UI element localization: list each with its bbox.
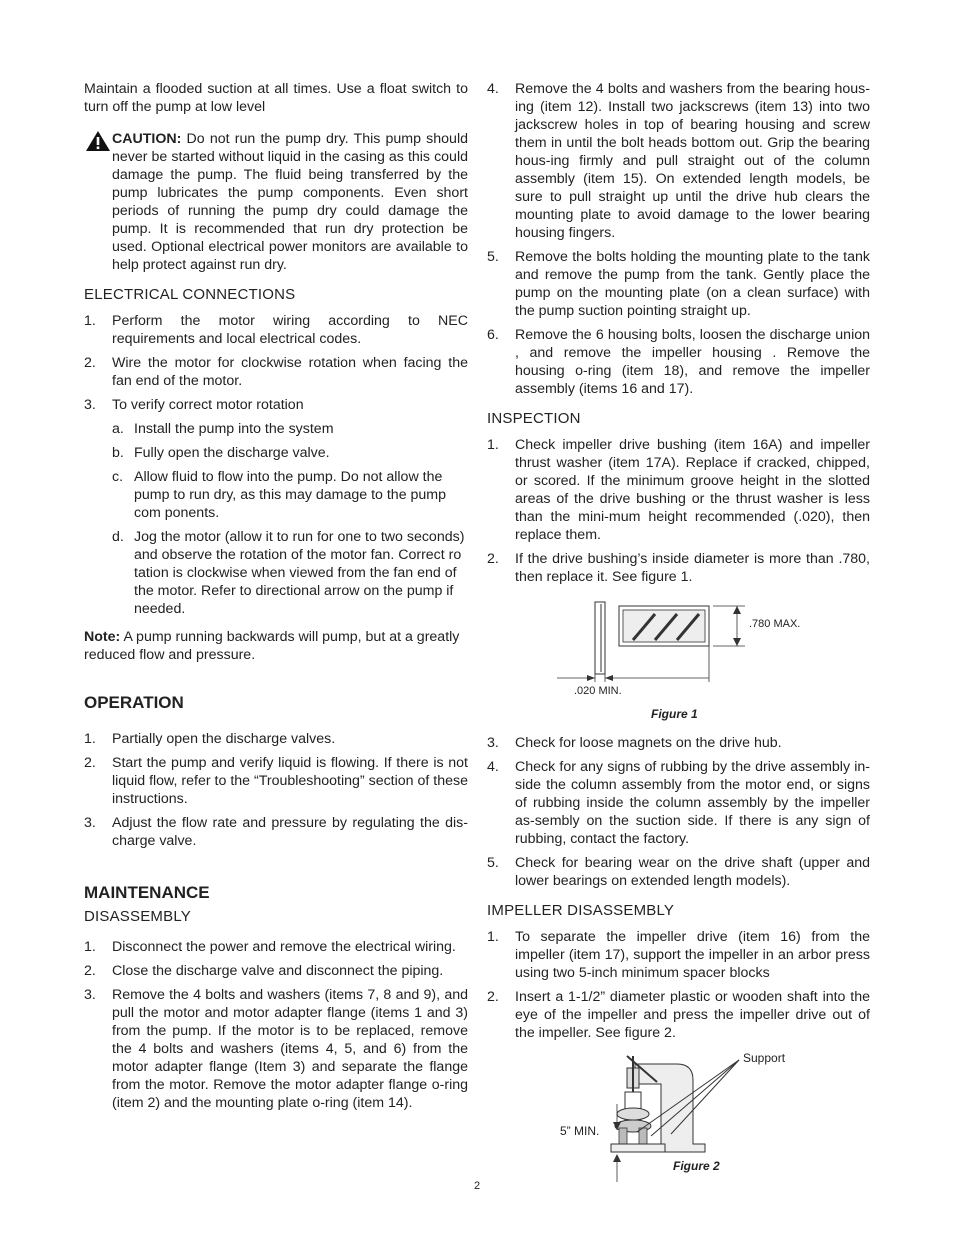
operation-list xyxy=(84,730,468,850)
list-item: 1. Check impeller drive bushing (item 16A) and impeller thrust washer (item 17A). Replace if cracked, chipped, or scored. If the minimum groove height in the slotted areas of the drive bushing or the thrust washer is less than the mini-mum height recommended (.020), then replace them. xyxy=(487,437,870,543)
arbor-press-drawing xyxy=(487,1048,870,1188)
list-item: 1. Partially open the discharge valves. xyxy=(84,731,336,747)
list-item: a. Install the pump into the system xyxy=(112,421,334,437)
impeller-heading: IMPELLER DISASSEMBLY xyxy=(487,902,675,919)
left-column xyxy=(84,80,468,1118)
disassembly-list xyxy=(84,938,468,1112)
list-item: 5. Remove the bolts holding the mounting plate to the tank and remove the pump from the tank. Gently place the pump on the mounting plate (on a clean surface) with the pump suction pointing straight up. xyxy=(487,249,870,319)
list-item: b. Fully open the discharge valve. xyxy=(112,445,330,461)
min-height-label: 5” MIN. xyxy=(560,1124,600,1138)
list-item: 2. Start the pump and verify liquid is flowing. If there is not liquid flow, refer to the “Troubleshooting” section of these instructions. xyxy=(84,755,468,807)
list-item: c. Allow fluid to flow into the pump. Do not allow the pump to run dry, as this may damage to the pump com ponents. xyxy=(112,469,447,521)
caution-text: Do not run the pump dry. This pump should never be started without liquid in the casing as this could damage the pump. The fluid being transferred by the pump lubricates the pump components. Even short periods of running the pump dry could damage the pump. It is recommended that run dry protection be used. Optional electrical power monitors are available to help protect against run dry. xyxy=(112,131,468,273)
electrical-list xyxy=(84,312,468,618)
list-item: 2. If the drive bushing’s inside diameter is more than .780, then replace it. See figure 1. xyxy=(487,551,870,585)
bushing-drawing xyxy=(487,592,870,734)
inspection-list-continued xyxy=(487,734,870,890)
intro-paragraph: Maintain a flooded suction at all times. Use a float switch to turn off the pump at low level xyxy=(84,81,468,115)
list-item: 2. Insert a 1-1/2” diameter plastic or wooden shaft into the eye of the impeller and press the impeller drive out of the impeller. See figure 2. xyxy=(487,989,870,1041)
figure-2-caption: Figure 2 xyxy=(673,1159,720,1173)
list-item: d. Jog the motor (allow it to run for one to two seconds) and observe the rotation of the motor fan. Correct ro tation is clockwise when viewed from the fan end of the motor. Refer to directional arrow on the pump if needed. xyxy=(112,529,465,617)
electrical-heading: ELECTRICAL CONNECTIONS xyxy=(84,286,296,303)
impeller-list xyxy=(487,928,870,1042)
list-item: 3. Remove the 4 bolts and washers (items 7, 8 and 9), and pull the motor and motor adapter flange (items 1 and 3) from the pump. If the motor is to be replaced, remove the 4 bolts and washers (items 4, 5, and 6) from the motor adapter flange (Item 3) and separate the flange from the motor. Remove the motor adapter flange o-ring (item 2) and the mounting plate o-ring (item 14). xyxy=(84,987,468,1111)
inspection-list xyxy=(487,436,870,586)
maintenance-heading: MAINTENANCE xyxy=(84,883,210,902)
list-item: 2. Close the discharge valve and disconnect the piping. xyxy=(84,963,444,979)
page-number: 2 xyxy=(473,1180,481,1192)
min-dimension-label: .020 MIN. xyxy=(574,685,622,697)
inspection-heading: INSPECTION xyxy=(487,410,581,427)
note-text: A pump running backwards will pump, but at a greatly reduced flow and pressure. xyxy=(84,629,460,663)
list-item: 1. To separate the impeller drive (item 16) from the impeller (item 17), support the impeller in an arbor press using two 5-inch minimum spacer blocks xyxy=(487,929,870,981)
list-item: 3. Adjust the flow rate and pressure by regulating the dis-charge valve. xyxy=(84,815,468,849)
figure-1-caption: Figure 1 xyxy=(651,707,698,721)
operation-heading: OPERATION xyxy=(84,693,184,712)
list-item: 2. Wire the motor for clockwise rotation when facing the fan end of the motor. xyxy=(84,355,468,389)
support-label: Support xyxy=(743,1051,786,1065)
note-label: Note: xyxy=(84,629,121,645)
list-item: 4. Remove the 4 bolts and washers from the bearing hous-ing (item 12). Install two jackscrews (item 13) into two jackscrew holes in top of bearing housing and screw them in until the bolt heads bottom out. Grip the bearing hous-ing firmly and pull straight out of the column assembly (item 15). On extended length models, be sure to pull straight up until the drive hub clears the mounting plate to avoid damage to the lower bearing housing fingers. xyxy=(487,81,870,241)
list-item: 3. To verify correct motor rotation a. Install the pump into the system b. Fully open the discharge valve. c. Allow fluid to flow into the pump. Do not allow the pump to run dry, as this may damage to the pump com ponents. d. Jog the motor (allow it to run for one to two seconds) and observe the rotation of the motor fan. Correct ro tation is clockwise when viewed from the fan end of the motor. Refer to directional arrow on the pump if needed. xyxy=(84,396,468,618)
list-item: 5. Check for bearing wear on the drive shaft (upper and lower bearings on extended length models). xyxy=(487,855,870,889)
list-item: 1. Disconnect the power and remove the electrical wiring. xyxy=(84,939,456,955)
list-item: 4. Check for any signs of rubbing by the drive assembly in-side the column assembly from the motor end, or signs of rubbing inside the column assembly by the impeller as-sembly on the suction side. If there is any sign of rubbing, contact the factory. xyxy=(487,759,870,847)
max-dimension-label: .780 MAX. xyxy=(749,618,801,630)
disassembly-list-continued xyxy=(487,80,870,398)
note-paragraph xyxy=(84,628,468,664)
figure-1 xyxy=(487,592,870,734)
list-item: 1. Perform the motor wiring according to NEC requirements and local electrical codes. xyxy=(84,313,468,347)
caution-block xyxy=(84,130,468,274)
figure-2 xyxy=(487,1048,870,1188)
caution-label: CAUTION: xyxy=(112,131,182,147)
warning-icon xyxy=(86,131,110,156)
list-item: 6. Remove the 6 housing bolts, loosen the discharge union , and remove the impeller housing . Remove the housing o-ring (item 18), and remove the impeller assembly (items 16 and 17). xyxy=(487,327,870,397)
disassembly-heading: DISASSEMBLY xyxy=(84,908,191,925)
rotation-steps xyxy=(112,420,468,618)
list-item: 3. Check for loose magnets on the drive hub. xyxy=(487,735,782,751)
right-column xyxy=(487,80,870,1188)
